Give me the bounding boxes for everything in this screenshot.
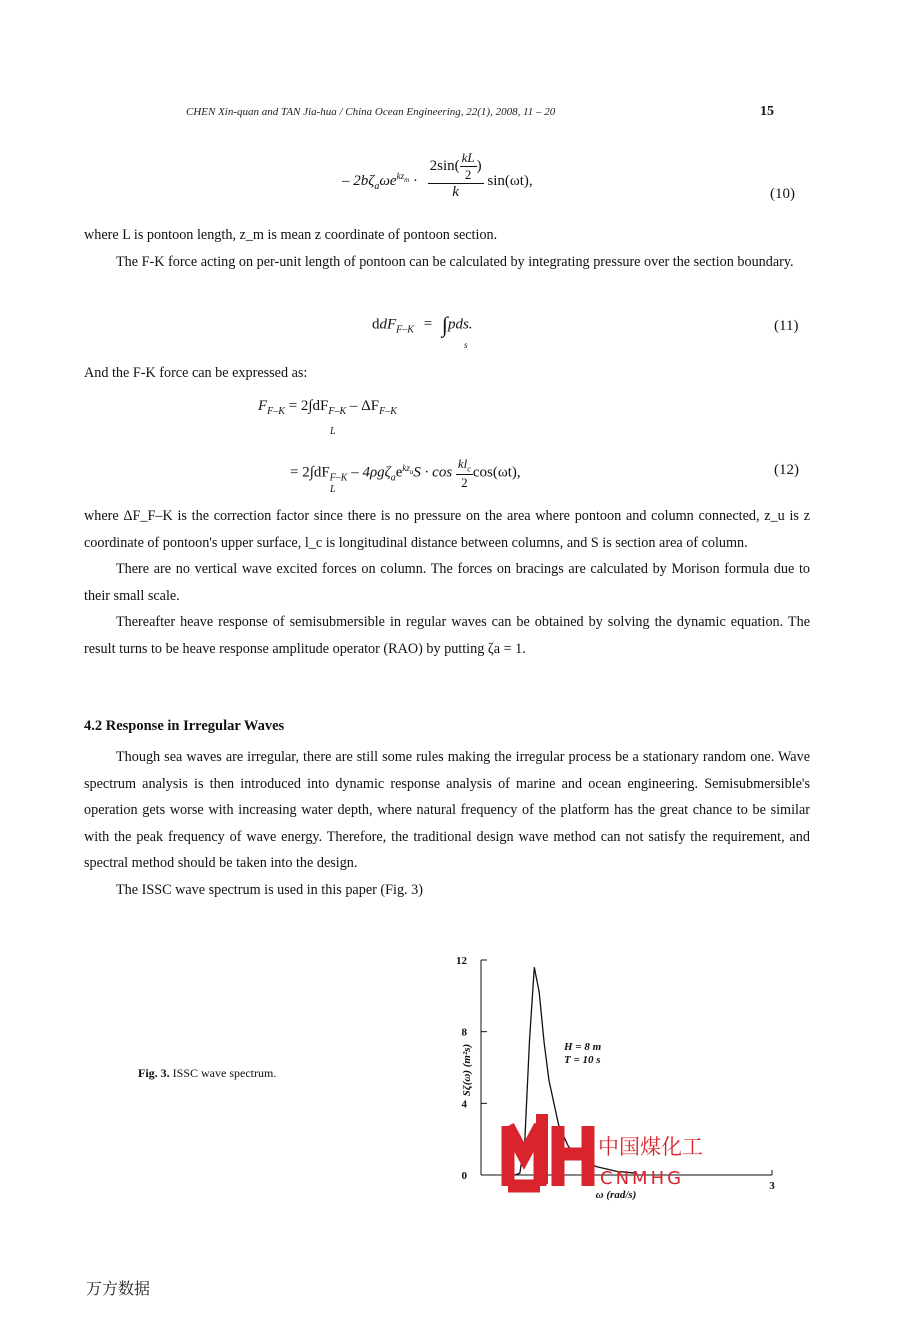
y-tick-label: 4 [461, 1098, 467, 1111]
equation-12-line-1: $F_{F-K} = 2\int dF_{F-K} - \Delta F_{F-K}$ L [258, 398, 397, 437]
annotation-H: H = 8 m [564, 1041, 602, 1053]
annotation-T: T = 10 s [564, 1054, 601, 1066]
watermark-latin: CNMHG [600, 1168, 685, 1189]
x-axis-label: ω (rad/s) [595, 1189, 637, 1201]
paragraph-fk-force: The F-K force acting on per-unit length of pontoon can be calculated by integrating pressure over the section boundary. [116, 253, 794, 270]
paragraph-where-L: where L is pontoon length, z_m is mean z coordinate of pontoon section. [84, 227, 498, 243]
paragraph-expressed: And the F-K force can be expressed as: [84, 365, 308, 381]
equation-12-line-2: = $2\int dF_{F-K} - 4\rho g\zeta_ae^{kz_u}S \cdot \cos$ $\frac{kl_c}{2}$ cos(ωt), L [290, 456, 521, 495]
paragraph-heave-response: Thereafter heave response of semisubmersible in regular waves can be obtained by solving the dynamic equation. The result turns to be heave response amplitude operator (RAO) by putting ζa = 1. [84, 614, 810, 657]
x-tick-label: 3 [769, 1180, 775, 1192]
paragraph-block-2 [84, 503, 810, 662]
paragraph-no-vertical-forces: There are no vertical wave excited forces on column. The forces on bracings are calculated by Morison formula due to their small scale. [84, 561, 810, 604]
equation-10: – $2b\zeta_a\omega e^{kz_m}$ · 2sin( $\frac{kL}{2}$ ) k sin(ωt), [342, 150, 533, 200]
paragraph-block-3 [84, 744, 810, 903]
y-tick-label: 12 [456, 955, 467, 967]
paragraph-issc-spectrum: The ISSC wave spectrum is used in this paper (Fig. 3) [116, 881, 423, 898]
figure-caption: Fig. 3. ISSC wave spectrum. [138, 1066, 277, 1080]
equation-12-number: (12) [774, 462, 799, 478]
footer-source: 万方数据 [86, 1279, 151, 1298]
y-tick-label: 0 [461, 1170, 467, 1182]
y-tick-label: 8 [461, 1026, 467, 1039]
equation-10-number: (10) [770, 186, 795, 202]
equation-11: ddF$_{F-K}$ = ∫pds. s [372, 312, 473, 350]
watermark-chinese: 中国煤化工 [598, 1135, 703, 1159]
section-heading-4-2: 4.2 Response in Irregular Waves [84, 718, 285, 734]
y-axis-label: Sζ(ω) (m²s) [461, 1043, 473, 1097]
issc-spectrum-chart [420, 940, 800, 1220]
paragraph-block-1 [84, 222, 810, 275]
equation-11-number: (11) [774, 318, 799, 334]
running-header: CHEN Xin-quan and TAN Jia-hua / China Ocean Engineering, 22(1), 2008, 11 – 20 [186, 106, 556, 118]
paragraph-irregular-waves: Though sea waves are irregular, there are still some rules making the irregular process be a stationary random one. Wave spectrum analysis is then introduced into dynamic response analysis of marine and ocean engineering. Semisubmersible's operation gets worse with increasing water depth, where natural frequency of the platform has the great chance to be similar with the peak frequency of wave energy. Therefore, the traditional design wave method can not satisfy the requirement, and spectral method should be taken into the design. [84, 749, 810, 871]
page-number: 15 [760, 104, 774, 119]
paragraph-correction-factor: where ΔF_F–K is the correction factor since there is no pressure on the area where pontoon and column connected, z_u is z coordinate of pontoon's upper surface, l_c is longitudinal distance between columns, and S is section area of column. [84, 508, 810, 551]
